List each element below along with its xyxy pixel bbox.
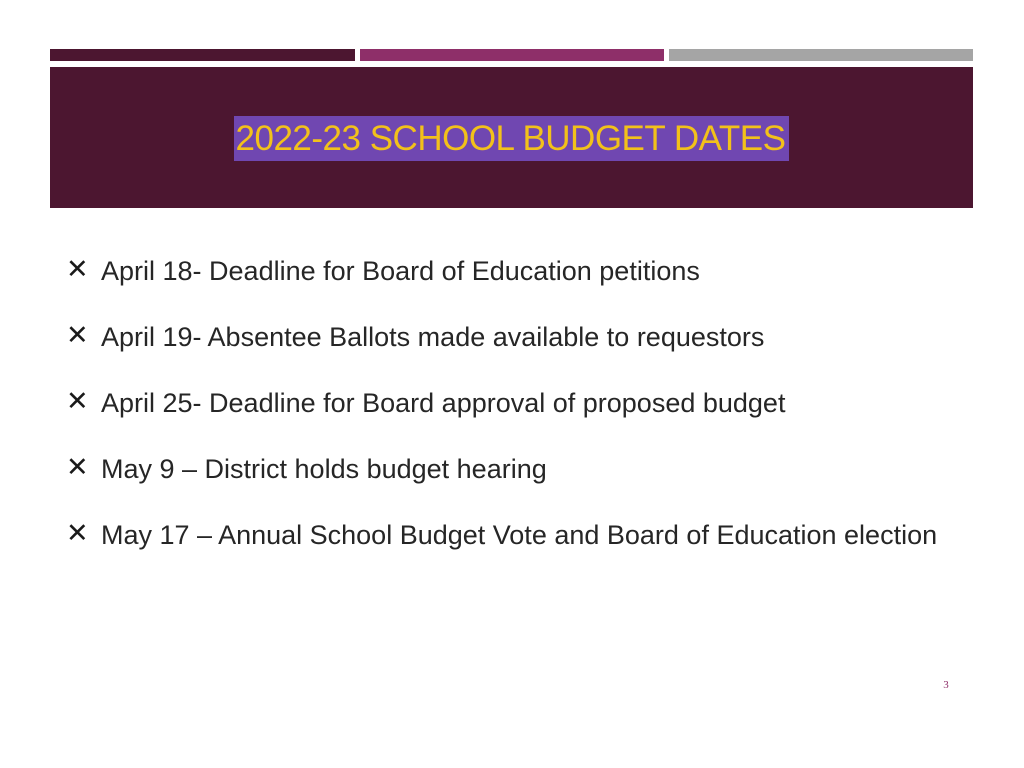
x-bullet-icon: ✕ bbox=[66, 518, 89, 548]
slide-title: 2022-23 SCHOOL BUDGET DATES bbox=[234, 116, 790, 161]
title-band bbox=[50, 67, 973, 208]
bullet-list bbox=[66, 250, 966, 580]
accent-bar-magenta bbox=[360, 49, 664, 61]
bullet-item bbox=[66, 316, 966, 358]
x-bullet-icon: ✕ bbox=[66, 452, 89, 482]
x-bullet-icon: ✕ bbox=[66, 320, 89, 350]
bullet-item bbox=[66, 448, 966, 490]
bullet-text: May 17 – Annual School Budget Vote and Board of Education election bbox=[101, 520, 938, 550]
page-number: 3 bbox=[943, 679, 949, 691]
accent-bar-dark bbox=[50, 49, 355, 61]
bullet-item bbox=[66, 382, 966, 424]
bullet-item bbox=[66, 514, 966, 556]
bullet-text: April 25- Deadline for Board approval of proposed budget bbox=[101, 388, 786, 418]
bullet-text: April 18- Deadline for Board of Education petitions bbox=[101, 256, 700, 286]
bullet-item bbox=[66, 250, 966, 292]
bullet-text: April 19- Absentee Ballots made available to requestors bbox=[101, 322, 765, 352]
x-bullet-icon: ✕ bbox=[66, 254, 89, 284]
accent-bar-gray bbox=[669, 49, 973, 61]
bullet-text: May 9 – District holds budget hearing bbox=[101, 454, 547, 484]
x-bullet-icon: ✕ bbox=[66, 386, 89, 416]
